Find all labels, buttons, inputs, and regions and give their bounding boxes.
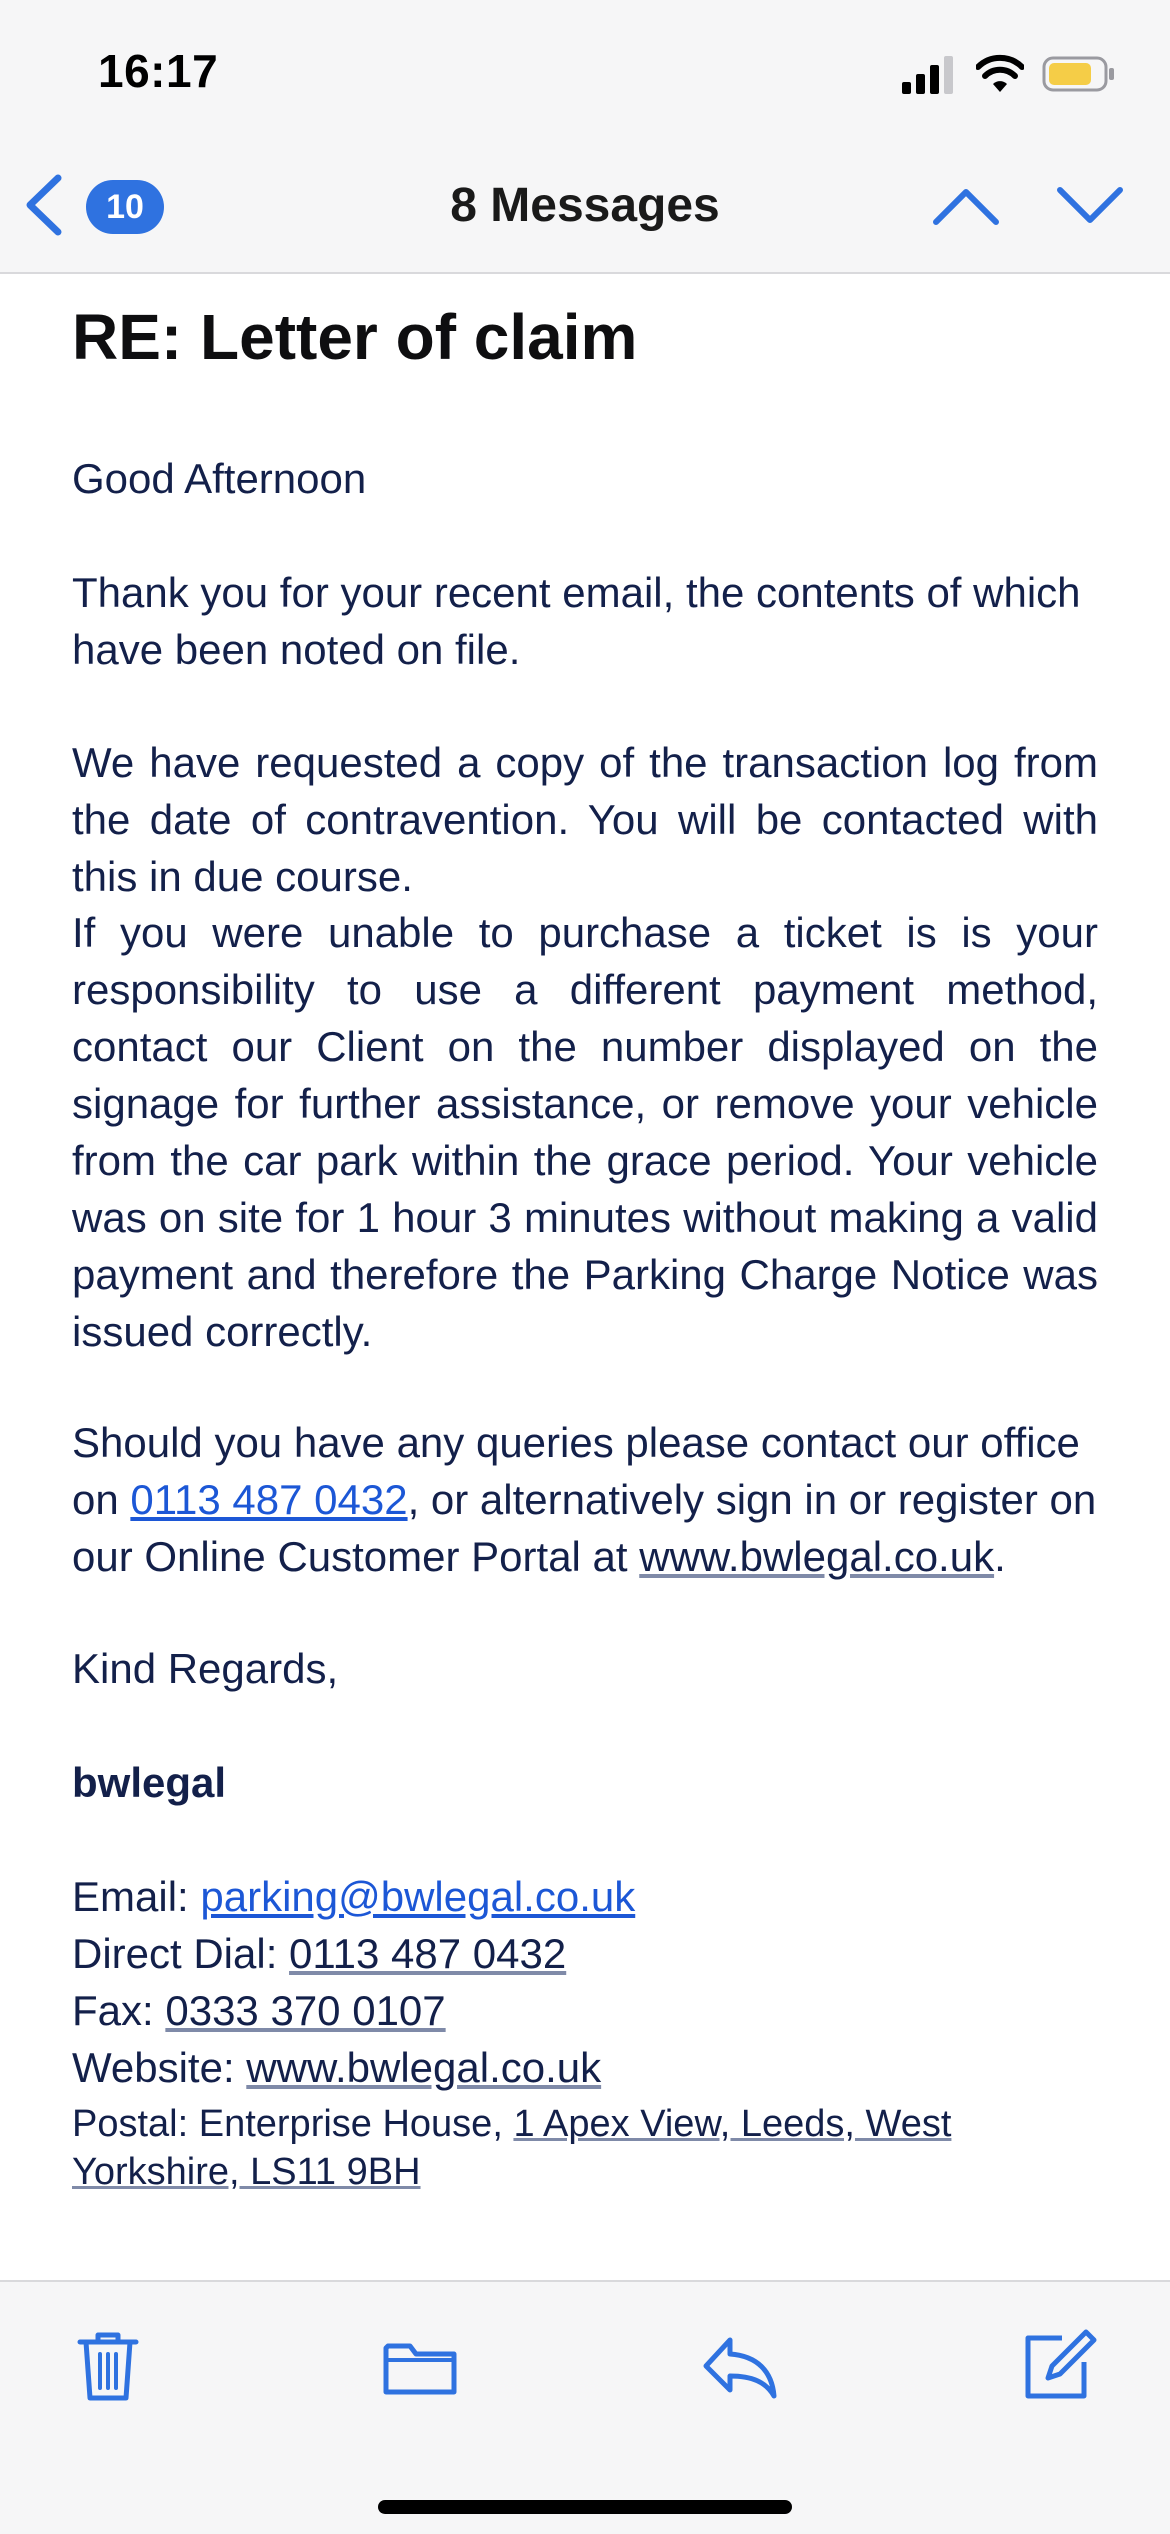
- unread-count-badge[interactable]: 10: [86, 180, 164, 234]
- wifi-icon: [976, 54, 1024, 94]
- battery-icon: [1042, 54, 1116, 94]
- paragraph-4: [72, 1414, 1098, 1585]
- status-icons: [900, 52, 1116, 96]
- paragraph-4-end: .: [994, 1533, 1006, 1580]
- email-label: Email:: [72, 1873, 201, 1920]
- folder-icon[interactable]: [380, 2326, 460, 2406]
- status-time: 16:17: [98, 45, 219, 97]
- paragraph-1: Thank you for your recent email, the contents of which have been noted on file.: [72, 569, 1081, 673]
- office-phone-link[interactable]: 0113 487 0432: [130, 1476, 408, 1523]
- signature-dial-link[interactable]: 0113 487 0432: [289, 1930, 567, 1977]
- paragraph-2: We have requested a copy of the transaction log from the date of contravention. You will be contacted with this in due course.: [72, 739, 1098, 900]
- signature-postal-link[interactable]: 1 Apex View, Leeds, West Yorkshire, LS11 9BH: [72, 2103, 952, 2193]
- signature-email-link[interactable]: parking@bwlegal.co.uk: [200, 1873, 636, 1920]
- signal-icon: [900, 54, 958, 94]
- signature-email-line: [72, 1868, 1098, 1925]
- paragraph-3: If you were unable to purchase a ticket is is your responsibility to use a different payment method, contact our Client on the number displayed on the signage for further assistance, or remove your vehicle from the car park within the grace period. Your vehicle was on site for 1 hour 3 minutes without making a valid payment and therefore the Parking Charge Notice was issued correctly.: [72, 909, 1098, 1355]
- website-label: Website:: [72, 2044, 247, 2091]
- fax-label: Fax:: [72, 1987, 166, 2034]
- email-subject: RE: Letter of claim: [72, 301, 638, 373]
- chevron-up-icon[interactable]: [930, 180, 1002, 230]
- trash-icon[interactable]: [68, 2326, 148, 2406]
- signature-fax-link[interactable]: 0333 370 0107: [165, 1987, 446, 2034]
- signature-postal-line: [72, 2100, 1052, 2196]
- chevron-down-icon[interactable]: [1054, 180, 1126, 230]
- reply-icon[interactable]: [700, 2326, 780, 2406]
- compose-icon[interactable]: [1018, 2326, 1098, 2406]
- subject-fade: [652, 274, 1098, 404]
- signature-website-link[interactable]: www.bwlegal.co.uk: [246, 2044, 602, 2091]
- nav-title: 8 Messages: [450, 179, 720, 232]
- closing: Kind Regards,: [72, 1645, 339, 1692]
- email-body[interactable]: [72, 274, 1098, 2280]
- signature-name: bwlegal: [72, 1759, 227, 1806]
- paragraph-4-text-mid: , or alternatively sign in or register on our Online Customer Portal at: [72, 1476, 1097, 1580]
- signature-dial-line: [72, 1925, 1098, 1982]
- top-bar: [0, 0, 1170, 274]
- signature-website-line: [72, 2039, 1098, 2096]
- paragraph-4-text: Should you have any queries please contact our office on: [72, 1419, 1080, 1523]
- dial-label: Direct Dial:: [72, 1930, 290, 1977]
- bottom-toolbar: [0, 2280, 1170, 2534]
- portal-website-link[interactable]: www.bwlegal.co.uk: [639, 1533, 995, 1580]
- greeting: Good Afternoon: [72, 455, 367, 502]
- home-indicator[interactable]: [378, 2500, 792, 2514]
- postal-label: Postal: Enterprise House,: [72, 2103, 514, 2145]
- signature-fax-line: [72, 1982, 1098, 2039]
